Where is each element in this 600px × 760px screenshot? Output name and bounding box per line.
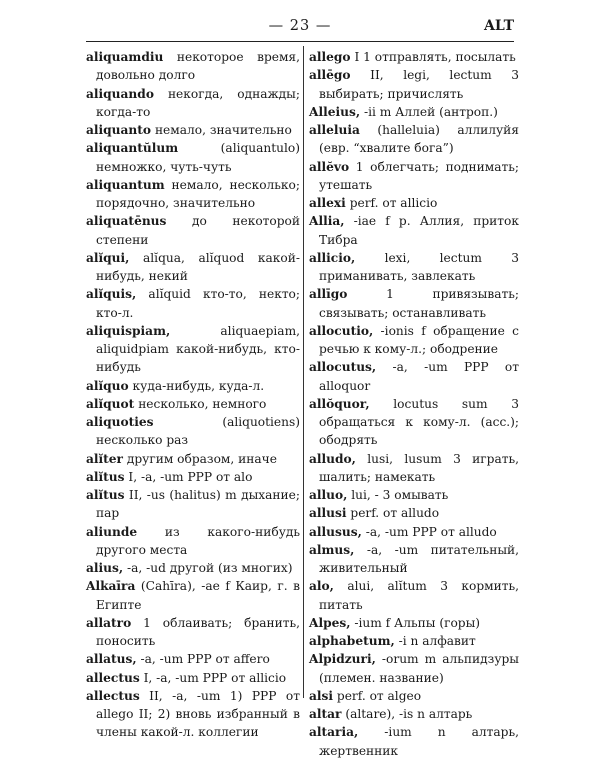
entry-headword: Alpes, <box>309 615 351 630</box>
entry-headword: allocutio, <box>309 323 374 338</box>
dictionary-entry <box>309 632 519 650</box>
dictionary-entry <box>309 194 519 212</box>
entry-definition: (halleluia) аллилуйя (евр. “хвалите бога”) <box>319 123 519 156</box>
right-column <box>309 48 519 760</box>
dictionary-entry <box>86 395 300 413</box>
entry-definition: alui, alĭtum 3 кормить, питать <box>319 579 520 612</box>
entry-headword: allatus, <box>86 652 137 667</box>
entry-headword: allicio, <box>309 250 356 265</box>
entry-definition: -orum m альпидзуры (племен. название) <box>319 652 519 685</box>
entry-definition: II, -us (halitus) m дыхание; пар <box>96 488 300 521</box>
entry-headword: aliunde <box>86 524 138 539</box>
dictionary-entry <box>309 577 519 614</box>
entry-headword: alleluia <box>309 123 360 137</box>
entry-definition: другим образом, иначе <box>126 451 277 466</box>
entry-definition: -a, -um PPP от alloquor <box>319 360 519 393</box>
entry-headword: alo, <box>309 579 334 594</box>
dictionary-entry <box>86 176 300 213</box>
dictionary-entry <box>309 121 519 158</box>
dictionary-entry <box>86 249 300 286</box>
entry-definition: -a, -um питательный, живительный <box>319 542 520 575</box>
entry-definition: II, -a, -um 1) PPP от allego II; 2) вновь избранный в члены какой-л. коллегии <box>96 688 300 740</box>
dictionary-entry <box>86 450 300 468</box>
dictionary-entry <box>309 650 519 687</box>
entry-definition: немало, несколько; порядочно, значительно <box>96 177 300 210</box>
entry-headword: Alleius, <box>309 104 361 119</box>
entry-headword: aliquamdiu <box>86 50 164 64</box>
entry-definition: (aliquantulo) немножко, чуть-чуть <box>96 141 300 174</box>
entry-definition: -ionis f обращение с речью к кому-л.; ободрение <box>319 323 519 356</box>
dictionary-entry <box>309 723 519 760</box>
entry-headword: allego <box>309 50 351 64</box>
dictionary-entry <box>86 377 300 395</box>
entry-headword: alluo, <box>309 488 348 502</box>
entry-headword: aliquantŭlum <box>86 141 179 156</box>
left-column <box>86 48 300 742</box>
dictionary-entry <box>86 139 300 176</box>
entry-definition: 1 привязывать; связывать; останавливать <box>319 287 519 320</box>
dictionary-entry <box>86 322 300 377</box>
dictionary-entry <box>309 486 519 504</box>
entry-headword: allectus <box>86 670 140 685</box>
entry-definition: немало, значительно <box>154 123 292 137</box>
entry-definition: lexi, lectum 3 приманивать, завлекать <box>319 250 519 283</box>
entry-headword: altaria, <box>309 725 359 740</box>
dictionary-entry <box>309 66 519 103</box>
entry-headword: alludo, <box>309 451 356 466</box>
column-divider <box>303 46 304 698</box>
entry-definition: -i n алфавит <box>398 634 476 648</box>
entry-definition: -a, -ud другой (из многих) <box>127 561 293 575</box>
entry-headword: alphabetum, <box>309 634 395 648</box>
dictionary-entry <box>309 158 519 195</box>
dictionary-entry <box>86 614 300 651</box>
entry-definition: некогда, однажды; когда-то <box>96 86 300 119</box>
entry-headword: aliquatēnus <box>86 214 167 229</box>
entry-headword: allusi <box>309 506 347 521</box>
header-rule <box>86 41 514 42</box>
entry-definition: -a, -um PPP от affero <box>140 652 270 667</box>
entry-headword: Allia, <box>309 214 345 229</box>
entry-definition: perf. от alludo <box>350 506 440 521</box>
dictionary-entry <box>309 285 519 322</box>
entry-definition: alĭqua, alĭquod какой-нибудь, некий <box>96 250 300 283</box>
entry-headword: alĭter <box>86 451 123 466</box>
running-head: ALT <box>484 18 514 34</box>
entry-headword: Alpidzuri, <box>309 652 376 667</box>
entry-headword: allocutus, <box>309 360 377 375</box>
entry-definition: lusi, lusum 3 играть, шалить; намекать <box>319 451 519 484</box>
dictionary-entry <box>86 650 300 668</box>
entry-definition: несколько, немного <box>138 396 267 411</box>
entry-headword: alĭtus <box>86 469 125 484</box>
entry-headword: allīgo <box>309 287 348 302</box>
entry-definition: -a, -um PPP от alludo <box>365 524 497 539</box>
entry-headword: alsi <box>309 688 334 703</box>
entry-headword: allexi <box>309 196 346 210</box>
entry-headword: allĕvo <box>309 159 350 174</box>
dictionary-entry <box>309 504 519 522</box>
entry-definition: до некоторой степени <box>96 214 300 247</box>
page-number: — 23 — <box>268 18 332 34</box>
dictionary-entry <box>309 249 519 286</box>
entry-headword: aliquantum <box>86 177 165 192</box>
entry-definition: II, legi, lectum 3 выбирать; причислять <box>319 68 519 101</box>
entry-headword: altar <box>309 707 342 721</box>
dictionary-entry <box>86 577 300 614</box>
entry-definition: I, -a, -um PPP от alo <box>128 469 253 484</box>
dictionary-entry <box>309 103 519 121</box>
entry-headword: aliquando <box>86 86 154 101</box>
entry-definition: -ium f Альпы (горы) <box>354 615 481 630</box>
entry-definition: lui, - 3 омывать <box>351 488 449 502</box>
entry-headword: alĭquis, <box>86 287 137 302</box>
entry-headword: alius, <box>86 561 124 575</box>
entry-definition: perf. от algeo <box>336 688 422 703</box>
dictionary-entry <box>309 614 519 632</box>
dictionary-entry <box>86 559 300 577</box>
entry-definition: I, -a, -um PPP от allicio <box>143 670 287 685</box>
entry-definition: (Cahīra), -ae f Каир, г. в Египте <box>96 579 300 612</box>
entry-definition: perf. от allicio <box>349 196 438 210</box>
entry-headword: alĭquo <box>86 378 129 393</box>
entry-definition: alĭquid кто-то, некто; кто-л. <box>96 287 301 320</box>
dictionary-entry <box>86 48 300 85</box>
dictionary-entry <box>86 669 300 687</box>
entry-headword: allectus <box>86 688 140 703</box>
entry-definition: -ium n алтарь, жертвенник <box>319 725 519 758</box>
entry-headword: allŏquor, <box>309 396 370 411</box>
dictionary-entry <box>309 358 519 395</box>
entry-headword: aliquoties <box>86 415 154 429</box>
entry-headword: Alkaīra <box>86 579 136 594</box>
entry-definition: 1 облегчать; поднимать; утешать <box>319 159 520 192</box>
dictionary-entry <box>309 48 519 66</box>
entry-definition: куда-нибудь, куда-л. <box>132 378 265 393</box>
entry-definition: aliquaepiam, aliquidpiam какой-нибудь, кто-нибудь <box>96 323 300 375</box>
dictionary-entry <box>86 687 300 742</box>
dictionary-entry <box>309 541 519 578</box>
entry-headword: allusus, <box>309 524 362 539</box>
entry-definition: (aliquotiens) несколько раз <box>96 415 300 448</box>
dictionary-entry <box>86 413 300 450</box>
dictionary-entry <box>86 85 300 122</box>
entry-headword: aliquanto <box>86 123 152 137</box>
entry-headword: alĭqui, <box>86 250 130 265</box>
entry-definition: некоторое время, довольно долго <box>96 50 300 83</box>
dictionary-entry <box>309 322 519 359</box>
entry-definition: 1 облаивать; бранить, поносить <box>96 615 301 648</box>
dictionary-entry <box>309 687 519 705</box>
dictionary-entry <box>309 523 519 541</box>
dictionary-entry <box>309 212 519 249</box>
entry-headword: almus, <box>309 542 355 557</box>
entry-headword: alĭquot <box>86 396 135 411</box>
entry-headword: allatro <box>86 615 132 630</box>
dictionary-entry <box>86 121 300 139</box>
dictionary-entry <box>309 705 519 723</box>
dictionary-entry <box>86 523 300 560</box>
page-header <box>86 18 514 40</box>
entry-definition: (altare), -is n алтарь <box>345 707 473 721</box>
dictionary-entry <box>309 450 519 487</box>
entry-headword: alĭtus <box>86 488 125 502</box>
dictionary-entry <box>86 468 300 486</box>
dictionary-entry <box>86 486 300 523</box>
dictionary-entry <box>86 212 300 249</box>
entry-definition: locutus sum 3 обращаться к кому-л. (acc.); ободрять <box>319 396 520 448</box>
dictionary-entry <box>86 285 300 322</box>
entry-headword: allēgo <box>309 68 351 83</box>
dictionary-entry <box>309 395 519 450</box>
entry-definition: из какого-нибудь другого места <box>96 524 300 557</box>
entry-definition: I 1 отправлять, посылать <box>354 50 516 64</box>
entry-definition: -iae f р. Аллия, приток Тибра <box>319 214 520 247</box>
entry-definition: -ii m Аллей (антроп.) <box>363 104 498 119</box>
entry-headword: aliquispiam, <box>86 323 171 338</box>
